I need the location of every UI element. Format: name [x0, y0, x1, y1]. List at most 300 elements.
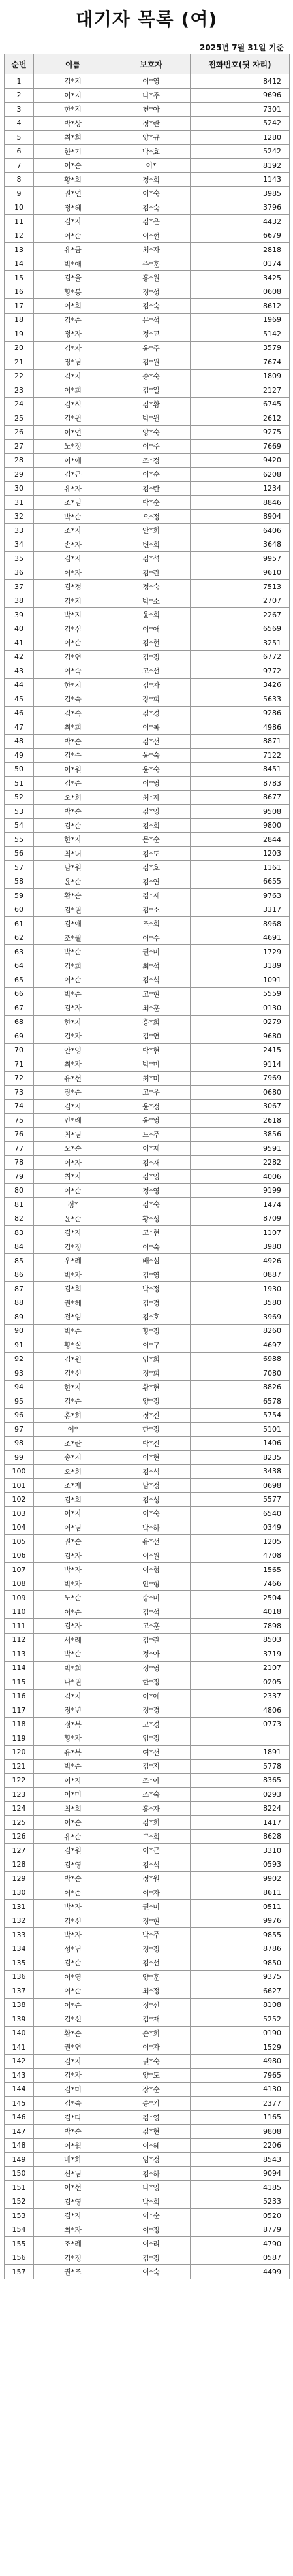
table-header-row [5, 54, 290, 74]
guardian-cell: 나*주 [112, 88, 191, 103]
name-cell: 유*금 [34, 243, 112, 257]
name-cell: 박*지 [34, 608, 112, 622]
phone-cell: 9680 [191, 1029, 290, 1044]
row-number: 49 [5, 749, 34, 763]
name-cell: 이*자 [34, 1155, 112, 1170]
name-cell: 이*순 [34, 159, 112, 173]
name-cell: 김*미 [34, 2082, 112, 2097]
table-row [5, 1240, 290, 1254]
table-row [5, 1268, 290, 1282]
guardian-cell: 김*영 [112, 2110, 191, 2125]
phone-cell: 6772 [191, 650, 290, 664]
row-number: 18 [5, 313, 34, 327]
guardian-cell: 양*규 [112, 131, 191, 145]
table-row [5, 917, 290, 931]
row-number: 22 [5, 369, 34, 383]
phone-cell: 9763 [191, 889, 290, 903]
table-row [5, 1521, 290, 1535]
row-number: 113 [5, 1647, 34, 1662]
name-cell: 한*지 [34, 103, 112, 117]
table-row [5, 833, 290, 847]
table-row [5, 1338, 290, 1353]
row-number: 87 [5, 1282, 34, 1296]
table-row [5, 509, 290, 524]
table-row [5, 805, 290, 819]
table-row [5, 1086, 290, 1100]
table-body [5, 74, 290, 2279]
phone-cell: 1165 [191, 2110, 290, 2125]
row-number: 140 [5, 2026, 34, 2040]
guardian-cell: 박*희 [112, 2195, 191, 2209]
table-row [5, 945, 290, 959]
name-cell: 정*님 [34, 355, 112, 370]
phone-cell: 0887 [191, 1268, 290, 1282]
guardian-cell: 김*영 [112, 805, 191, 819]
row-number: 96 [5, 1408, 34, 1423]
row-number: 116 [5, 1689, 34, 1703]
table-row [5, 720, 290, 735]
name-cell: 김*자 [34, 215, 112, 229]
row-number: 83 [5, 1226, 34, 1240]
row-number: 141 [5, 2040, 34, 2055]
guardian-cell: 송*숙 [112, 369, 191, 383]
phone-cell: 9800 [191, 818, 290, 833]
guardian-cell: 홍*자 [112, 1801, 191, 1816]
row-number: 151 [5, 2181, 34, 2195]
phone-cell: 1203 [191, 846, 290, 861]
guardian-cell: 정*숙 [112, 580, 191, 594]
table-row [5, 762, 290, 777]
name-cell: 김*정 [34, 2251, 112, 2265]
guardian-cell: 변*희 [112, 538, 191, 552]
name-cell: 한*지 [34, 678, 112, 692]
row-number: 131 [5, 1900, 34, 1914]
row-number: 30 [5, 481, 34, 496]
phone-cell: 2127 [191, 383, 290, 398]
phone-cell: 1107 [191, 1226, 290, 1240]
name-cell: 김*순 [34, 1956, 112, 1971]
phone-cell: 0174 [191, 257, 290, 271]
name-cell: 이*순 [34, 636, 112, 651]
name-cell: 이*월 [34, 2138, 112, 2153]
name-cell: 최*희 [34, 131, 112, 145]
name-cell: 우*례 [34, 1254, 112, 1268]
table-row [5, 538, 290, 552]
guardian-cell: 윤*영 [112, 1114, 191, 1128]
row-number: 106 [5, 1549, 34, 1563]
name-cell: 박*순 [34, 1647, 112, 1662]
guardian-cell: 한*정 [112, 1423, 191, 1437]
table-row [5, 580, 290, 594]
guardian-cell: 김*하 [112, 2166, 191, 2181]
table-row [5, 552, 290, 566]
guardian-cell: 김*현 [112, 2125, 191, 2139]
guardian-cell: 이*혜 [112, 2138, 191, 2153]
table-row [5, 74, 290, 89]
table-row [5, 1956, 290, 1971]
name-cell: 정* [34, 1198, 112, 1212]
name-cell: 박*순 [34, 987, 112, 1001]
name-cell: 황*자 [34, 1731, 112, 1746]
phone-cell: 3856 [191, 1127, 290, 1142]
table-row [5, 1633, 290, 1647]
row-number: 157 [5, 2265, 34, 2279]
row-number: 153 [5, 2209, 34, 2223]
name-cell: 이*순 [34, 1183, 112, 1198]
phone-cell: 3251 [191, 636, 290, 651]
phone-cell: 8224 [191, 1801, 290, 1816]
guardian-cell: 이* [112, 159, 191, 173]
guardian-cell: 김*황 [112, 397, 191, 411]
table-row [5, 1563, 290, 1577]
row-number: 150 [5, 2166, 34, 2181]
phone-cell: 3579 [191, 341, 290, 355]
row-number: 72 [5, 1071, 34, 1086]
row-number: 142 [5, 2054, 34, 2069]
phone-cell: 9420 [191, 453, 290, 468]
name-cell: 김*원 [34, 411, 112, 426]
phone-cell: 5252 [191, 2012, 290, 2027]
guardian-cell: 김*재 [112, 2012, 191, 2027]
name-cell: 조*재 [34, 1479, 112, 1493]
phone-cell: 7674 [191, 355, 290, 370]
phone-cell: 2707 [191, 594, 290, 608]
phone-cell: 4806 [191, 1703, 290, 1718]
guardian-cell: 김*숙 [112, 201, 191, 215]
guardian-cell: 이*숙 [112, 2265, 191, 2279]
guardian-cell: 정*선 [112, 1998, 191, 2012]
phone-cell: 3317 [191, 903, 290, 917]
table-row [5, 2153, 290, 2167]
guardian-cell: 김*석 [112, 1858, 191, 1872]
table-row [5, 1380, 290, 1394]
table-row [5, 2110, 290, 2125]
guardian-cell: 김*소 [112, 903, 191, 917]
phone-cell: 5233 [191, 2195, 290, 2209]
table-row [5, 777, 290, 791]
name-cell: 김*숙 [34, 692, 112, 707]
row-number: 74 [5, 1099, 34, 1114]
table-row [5, 2069, 290, 2083]
name-cell: 노*순 [34, 1591, 112, 1605]
phone-cell: 5577 [191, 1492, 290, 1507]
row-number: 103 [5, 1507, 34, 1521]
phone-cell: 2618 [191, 1114, 290, 1128]
phone-cell: 8904 [191, 509, 290, 524]
phone-cell: 4130 [191, 2082, 290, 2097]
name-cell: 김*다 [34, 2110, 112, 2125]
name-cell: 정*자 [34, 327, 112, 342]
row-number: 27 [5, 440, 34, 454]
row-number: 73 [5, 1086, 34, 1100]
name-cell: 김*정 [34, 580, 112, 594]
table-row [5, 1745, 290, 1760]
name-cell: 이*미 [34, 1788, 112, 1802]
phone-cell: 6679 [191, 229, 290, 243]
guardian-cell: 최*훈 [112, 1001, 191, 1016]
table-row [5, 1942, 290, 1956]
phone-cell: 9808 [191, 2125, 290, 2139]
phone-cell: 8612 [191, 299, 290, 314]
row-number: 93 [5, 1366, 34, 1381]
guardian-cell: 조*숙 [112, 1788, 191, 1802]
table-row [5, 1970, 290, 1984]
name-cell: 김*순 [34, 1394, 112, 1409]
guardian-cell: 김*영 [112, 1170, 191, 1184]
name-cell: 박*희 [34, 1661, 112, 1675]
phone-cell: 5142 [191, 327, 290, 342]
table-row [5, 144, 290, 159]
guardian-cell: 정*원 [112, 1872, 191, 1886]
table-row [5, 172, 290, 187]
name-cell: 김*희 [34, 1282, 112, 1296]
row-number: 53 [5, 805, 34, 819]
table-row [5, 2026, 290, 2040]
guardian-cell: 장*희 [112, 692, 191, 707]
guardian-cell: 김*재 [112, 889, 191, 903]
phone-cell: 6627 [191, 1984, 290, 1999]
guardian-cell: 김*영 [112, 1268, 191, 1282]
phone-cell: 8786 [191, 1942, 290, 1956]
guardian-cell: 정*영 [112, 1183, 191, 1198]
guardian-cell: 박*주 [112, 1928, 191, 1942]
row-number: 62 [5, 931, 34, 945]
guardian-cell: 문*순 [112, 833, 191, 847]
phone-cell: 4018 [191, 1605, 290, 1619]
table-row [5, 2138, 290, 2153]
table-row [5, 453, 290, 468]
guardian-cell: 최*자 [112, 243, 191, 257]
row-number: 98 [5, 1436, 34, 1451]
table-row [5, 187, 290, 201]
name-cell: 김*자 [34, 1689, 112, 1703]
name-cell: 김*희 [34, 959, 112, 973]
table-row [5, 397, 290, 411]
row-number: 60 [5, 903, 34, 917]
name-cell: 오*순 [34, 1142, 112, 1156]
phone-cell: 1969 [191, 313, 290, 327]
name-cell: 이*영 [34, 1970, 112, 1984]
phone-cell: 3310 [191, 1844, 290, 1858]
guardian-cell: 이*숙 [112, 1240, 191, 1254]
name-cell: 오*희 [34, 1464, 112, 1479]
name-cell: 김*자 [34, 2209, 112, 2223]
name-cell: 이*순 [34, 1998, 112, 2012]
row-number: 110 [5, 1605, 34, 1619]
table-row [5, 524, 290, 538]
phone-cell: 5242 [191, 116, 290, 131]
guardian-cell: 고*훈 [112, 1619, 191, 1634]
guardian-cell: 임*정 [112, 1731, 191, 1746]
name-cell: 유*자 [34, 481, 112, 496]
row-number: 25 [5, 411, 34, 426]
name-cell: 박*애 [34, 257, 112, 271]
row-number: 94 [5, 1380, 34, 1394]
guardian-cell: 김*석 [112, 973, 191, 988]
name-cell: 김*자 [34, 1099, 112, 1114]
phone-cell: 4980 [191, 2054, 290, 2069]
table-row [5, 1464, 290, 1479]
name-cell: 김*근 [34, 468, 112, 482]
phone-cell: 4926 [191, 1254, 290, 1268]
guardian-cell: 이*주 [112, 440, 191, 454]
phone-cell: 3719 [191, 1647, 290, 1662]
name-cell: 김*순 [34, 313, 112, 327]
guardian-cell: 고*현 [112, 1226, 191, 1240]
phone-cell: 2415 [191, 1043, 290, 1057]
name-cell: 박*순 [34, 1324, 112, 1338]
phone-cell: 1565 [191, 1563, 290, 1577]
table-row [5, 1928, 290, 1942]
table-row [5, 285, 290, 299]
name-cell: 이*님 [34, 1521, 112, 1535]
table-row [5, 1127, 290, 1142]
name-cell: 신*님 [34, 2166, 112, 2181]
guardian-cell: 김*연 [112, 1029, 191, 1044]
guardian-cell: 김*재 [112, 1155, 191, 1170]
table-row [5, 481, 290, 496]
row-number: 76 [5, 1127, 34, 1142]
guardian-cell: 윤*희 [112, 608, 191, 622]
table-row [5, 425, 290, 440]
name-cell: 정*년 [34, 1703, 112, 1718]
row-number: 21 [5, 355, 34, 370]
guardian-cell: 안*형 [112, 1577, 191, 1591]
table-row [5, 2082, 290, 2097]
phone-cell: 7898 [191, 1619, 290, 1634]
table-row [5, 1282, 290, 1296]
guardian-cell: 박*현 [112, 1043, 191, 1057]
phone-cell: 4697 [191, 1338, 290, 1353]
phone-cell: 9850 [191, 1956, 290, 1971]
guardian-cell: 김*현 [112, 636, 191, 651]
name-cell: 최*희 [34, 720, 112, 735]
table-row [5, 327, 290, 342]
phone-cell: 8503 [191, 1633, 290, 1647]
name-cell: 김*자 [34, 1549, 112, 1563]
name-cell: 이* [34, 1423, 112, 1437]
guardian-cell: 최*자 [112, 790, 191, 805]
phone-cell: 0698 [191, 1479, 290, 1493]
phone-cell: 1091 [191, 973, 290, 988]
row-number: 36 [5, 566, 34, 580]
name-cell: 김*자 [34, 369, 112, 383]
table-row [5, 1760, 290, 1774]
phone-cell: 9957 [191, 552, 290, 566]
row-number: 8 [5, 172, 34, 187]
phone-cell: 0205 [191, 1675, 290, 1690]
table-row [5, 1057, 290, 1072]
name-cell: 남*원 [34, 861, 112, 875]
phone-cell: 3980 [191, 1240, 290, 1254]
phone-cell: 9275 [191, 425, 290, 440]
name-cell: 정*혜 [34, 201, 112, 215]
table-row [5, 355, 290, 370]
table-row [5, 229, 290, 243]
table-row [5, 1844, 290, 1858]
table-row [5, 1647, 290, 1662]
table-row [5, 1394, 290, 1409]
table-row [5, 243, 290, 257]
row-number: 66 [5, 987, 34, 1001]
name-cell: 전*임 [34, 1310, 112, 1325]
name-cell: 한*자 [34, 1015, 112, 1029]
row-number: 100 [5, 1464, 34, 1479]
row-number: 33 [5, 524, 34, 538]
name-cell: 김*영 [34, 2195, 112, 2209]
guardian-cell: 박*원 [112, 411, 191, 426]
row-number: 148 [5, 2138, 34, 2153]
guardian-cell: 여*선 [112, 1745, 191, 1760]
guardian-cell: 김*희 [112, 818, 191, 833]
phone-cell: 8826 [191, 1380, 290, 1394]
phone-cell: 3969 [191, 1310, 290, 1325]
table-row [5, 1015, 290, 1029]
row-number: 130 [5, 1886, 34, 1900]
guardian-cell: 박*하 [112, 1521, 191, 1535]
name-cell: 성*님 [34, 1942, 112, 1956]
name-cell: 이*순 [34, 229, 112, 243]
table-row [5, 369, 290, 383]
table-row [5, 1114, 290, 1128]
row-number: 59 [5, 889, 34, 903]
name-cell: 황*봉 [34, 285, 112, 299]
row-number: 99 [5, 1451, 34, 1465]
row-number: 101 [5, 1479, 34, 1493]
phone-cell: 2377 [191, 2097, 290, 2111]
row-number: 132 [5, 1914, 34, 1928]
phone-cell: 0608 [191, 285, 290, 299]
guardian-cell: 홍*희 [112, 1015, 191, 1029]
phone-cell: 9696 [191, 88, 290, 103]
guardian-cell: 오*정 [112, 509, 191, 524]
table-row [5, 959, 290, 973]
phone-cell: 1280 [191, 131, 290, 145]
row-number: 121 [5, 1760, 34, 1774]
guardian-cell: 조*희 [112, 917, 191, 931]
table-row [5, 1071, 290, 1086]
row-number: 80 [5, 1183, 34, 1198]
phone-cell: 7080 [191, 1366, 290, 1381]
name-cell: 손*자 [34, 538, 112, 552]
guardian-cell: 김*석 [112, 1605, 191, 1619]
name-cell: 안*영 [34, 1043, 112, 1057]
guardian-cell: 이*숙 [112, 1507, 191, 1521]
row-number: 16 [5, 285, 34, 299]
name-cell: 한*자 [34, 833, 112, 847]
guardian-cell: 이*영 [112, 777, 191, 791]
name-cell: 김*수 [34, 749, 112, 763]
guardian-cell: 황*성 [112, 1212, 191, 1226]
phone-cell: 0773 [191, 1717, 290, 1731]
guardian-cell: 문*석 [112, 313, 191, 327]
row-number: 127 [5, 1844, 34, 1858]
phone-cell: 9508 [191, 805, 290, 819]
guardian-cell: 정*영 [112, 1661, 191, 1675]
phone-cell: 9772 [191, 664, 290, 679]
guardian-cell: 고*선 [112, 664, 191, 679]
name-cell: 황*희 [34, 172, 112, 187]
table-row [5, 1914, 290, 1928]
name-cell: 황*실 [34, 1338, 112, 1353]
table-row [5, 1872, 290, 1886]
guardian-cell: 임*희 [112, 1352, 191, 1366]
guardian-cell: 정*정 [112, 1942, 191, 1956]
phone-cell: 8871 [191, 734, 290, 749]
name-cell: 권*연 [34, 2040, 112, 2055]
name-cell: 김*순 [34, 777, 112, 791]
phone-cell: 1729 [191, 945, 290, 959]
